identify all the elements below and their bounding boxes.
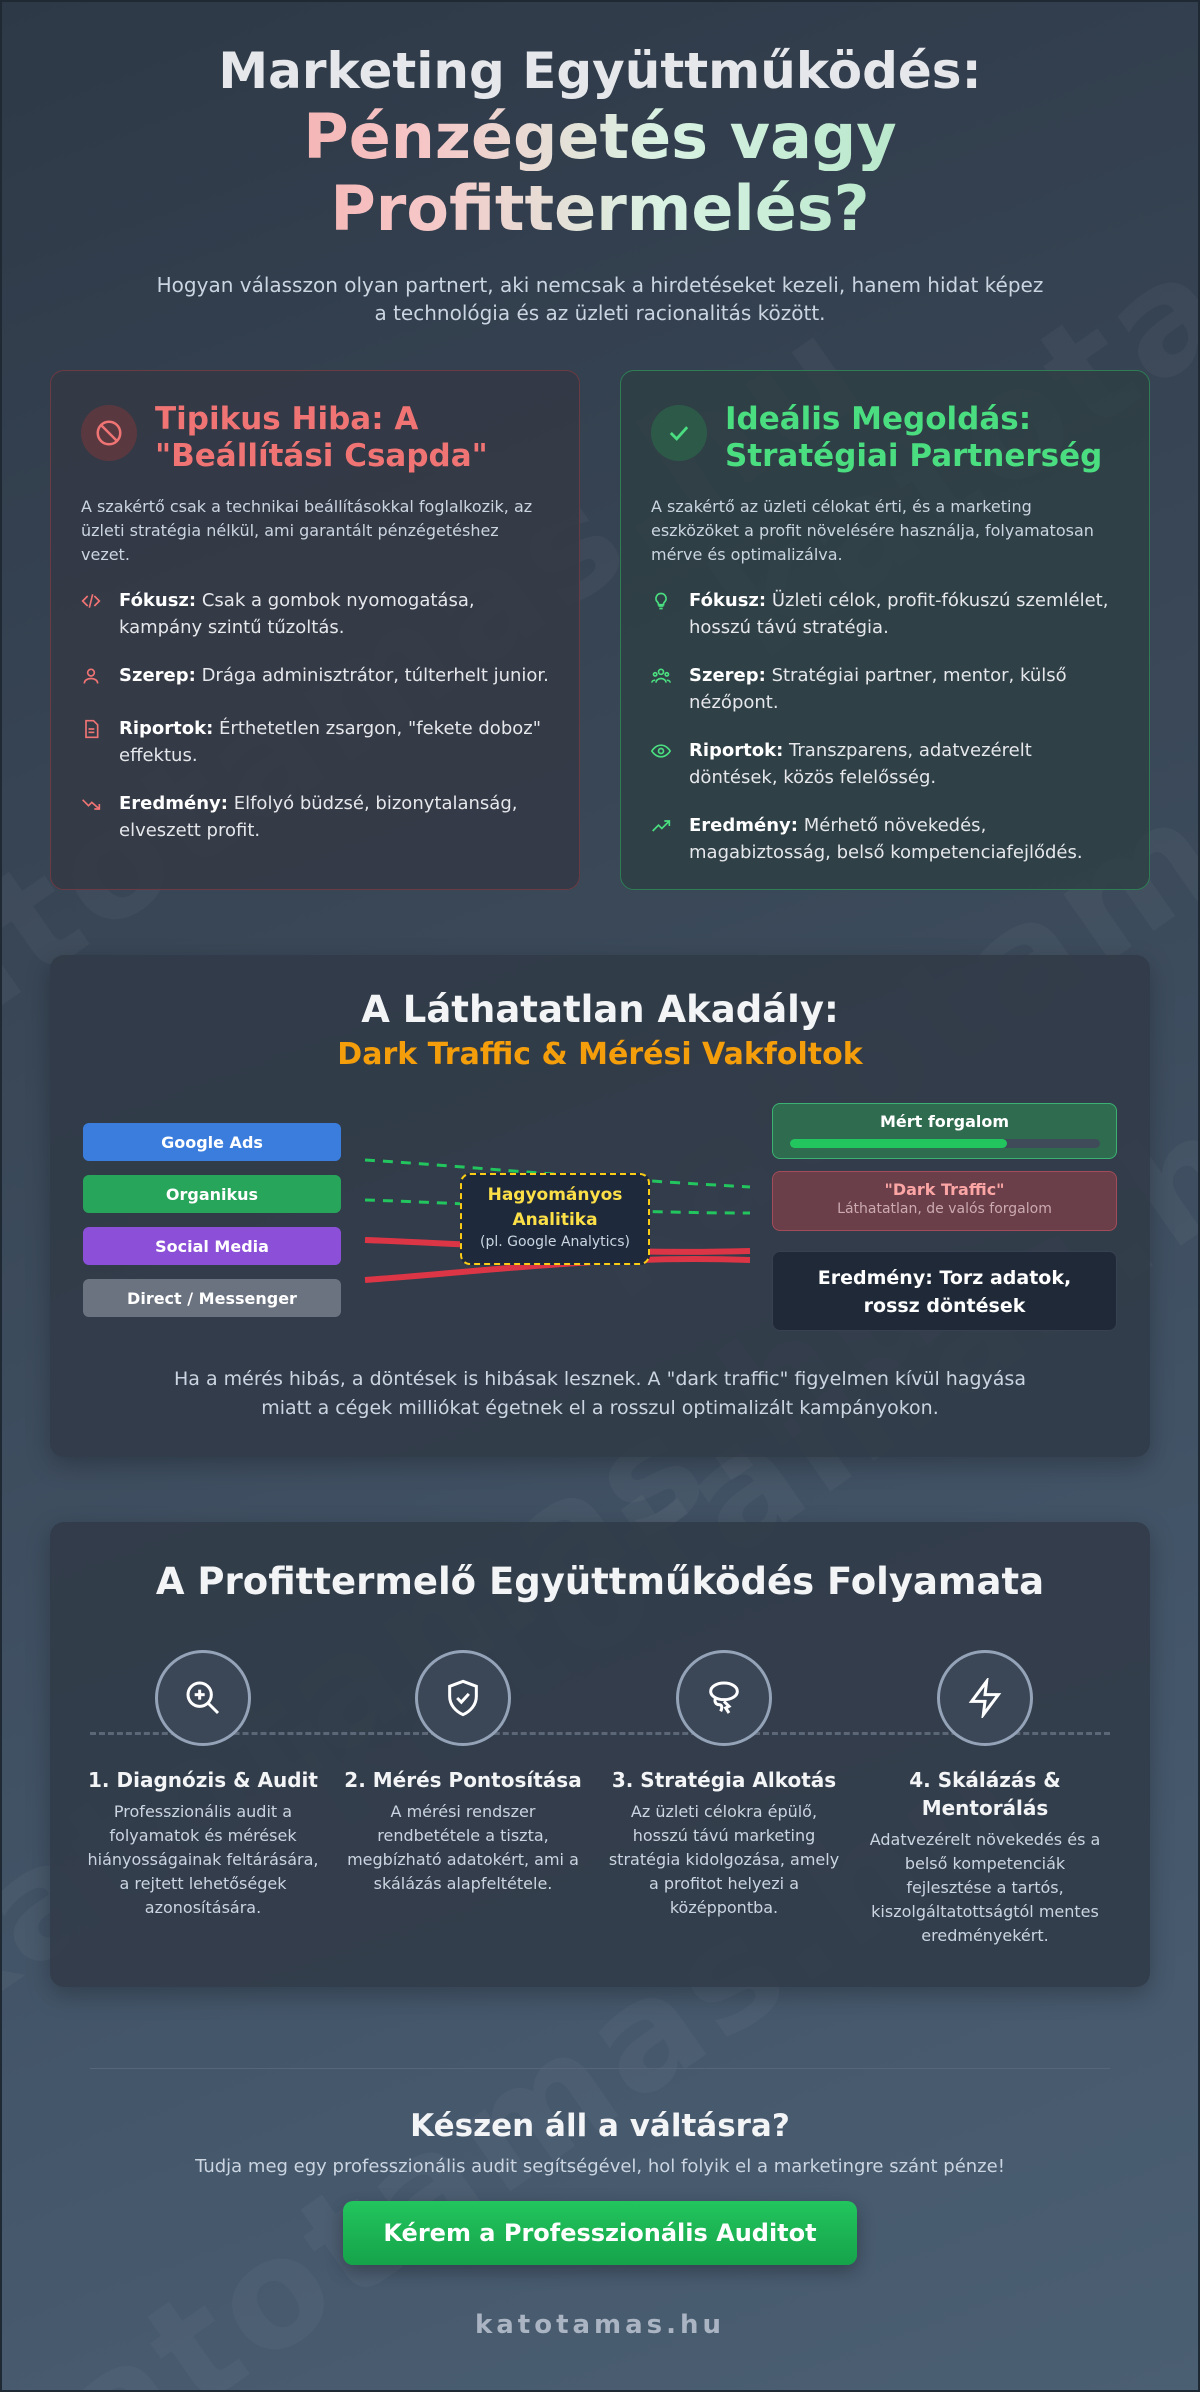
- lightbulb-icon: [651, 591, 671, 641]
- user-icon: [81, 666, 101, 694]
- list-item: Fókusz: Üzleti célok, profit-fókuszú szemlélet, hosszú távú stratégia.: [651, 587, 1119, 641]
- good-practice-card: [620, 370, 1150, 890]
- process-step: [599, 1650, 849, 1920]
- lasso-icon: [676, 1650, 772, 1746]
- zap-icon: [937, 1650, 1033, 1746]
- brand-footer: katotamas.hu: [474, 2310, 726, 2340]
- good-card-title: Ideális Megoldás: Stratégiai Partnerség: [725, 401, 1103, 474]
- cta-title: Készen áll a váltásra?: [410, 2108, 790, 2144]
- step-title: 1. Diagnózis & Audit: [88, 1768, 318, 1792]
- check-icon: [651, 405, 707, 461]
- step-title: 3. Stratégia Alkotás: [611, 1768, 837, 1792]
- list-item: Eredmény: Mérhető növekedés, magabiztosság, belső kompetenciafejlődés.: [651, 812, 1119, 866]
- step-title: 2. Mérés Pontosítása: [344, 1768, 582, 1792]
- cta-section: [0, 2108, 1200, 2265]
- source-social-media: Social Media: [83, 1227, 341, 1265]
- step-text: A mérési rendszer rendbetétele a tiszta, megbízható adatokért, ami a skálázás alapfeltétele.: [347, 1802, 579, 1893]
- document-icon: [81, 719, 101, 769]
- process-step: [338, 1650, 588, 1896]
- list-item: Szerep: Stratégiai partner, mentor, külső nézőpont.: [651, 662, 1119, 716]
- cta-text: Tudja meg egy professzionális audit segítségével, hol folyik el a marketingre szánt pénze!: [195, 2156, 1005, 2177]
- page-title: Marketing Együttműködés:: [218, 42, 982, 100]
- divider: [90, 2068, 1110, 2069]
- zoom-in-icon: [155, 1650, 251, 1746]
- shield-check-icon: [415, 1650, 511, 1746]
- result-text: Eredmény: Torz adatok, rossz döntések: [817, 1267, 1072, 1317]
- list-item: Eredmény: Elfolyó büdzsé, bizonytalanság, elveszett profit.: [81, 790, 549, 844]
- measured-traffic-fill: [790, 1139, 1007, 1148]
- dark-traffic-note: Láthatatlan, de valós forgalom: [837, 1201, 1052, 1217]
- page-subtitle-line-1: Pénzégetés vagy: [0, 103, 1200, 171]
- traditional-analytics-box: [460, 1173, 650, 1265]
- measured-traffic-label: Mért forgalom: [879, 1112, 1010, 1131]
- audit-request-button[interactable]: Kérem a Professzionális Auditot: [343, 2201, 857, 2265]
- team-icon: [651, 666, 671, 716]
- process-step: [78, 1650, 328, 1920]
- process-panel: [50, 1522, 1150, 1987]
- ban-icon: [81, 405, 137, 461]
- dark-traffic-subtitle: Dark Traffic & Mérési Vakfoltok: [337, 1037, 863, 1072]
- list-item: Riportok: Transzparens, adatvezérelt döntések, közös felelősség.: [651, 737, 1119, 791]
- dark-traffic-footnote: Ha a mérés hibás, a döntések is hibásak lesznek. A "dark traffic" figyelmen kívül hagyása miatt a cégek milliókat égetnek el a rosszul optimalizált kampányokon.: [174, 1368, 1026, 1419]
- step-text: Professzionális audit a folyamatok és mérések hiányosságainak feltárására, a rejtett lehetőségek azonosítására.: [87, 1802, 319, 1917]
- step-text: Az üzleti célokra épülő, hosszú távú marketing stratégia kidolgozása, amely a profitot helyezi a középpontba.: [608, 1802, 840, 1917]
- code-icon: [81, 591, 101, 641]
- step-text: Adatvezérelt növekedés és a belső kompetenciák fejlesztése a tartós, kiszolgáltatottságtól mentes eredményekért.: [869, 1830, 1101, 1945]
- source-google-ads: Google Ads: [83, 1123, 341, 1161]
- dark-traffic-label: "Dark Traffic": [884, 1180, 1005, 1199]
- list-item: Riportok: Érthetetlen zsargon, "fekete doboz" effektus.: [81, 715, 549, 769]
- step-title: 4. Skálázás & Mentorálás: [909, 1768, 1061, 1820]
- measured-traffic-box: [772, 1103, 1117, 1159]
- analytics-title: Hagyományos Analitika: [487, 1185, 623, 1230]
- dark-traffic-panel: [50, 955, 1150, 1457]
- trending-down-icon: [81, 794, 101, 844]
- dark-traffic-title: A Láthatatlan Akadály:: [361, 988, 839, 1031]
- hero-lead: Hogyan válasszon olyan partnert, aki nemcsak a hirdetéseket kezeli, hanem hidat képez a technológia és az üzleti racionalitás között.: [156, 273, 1044, 326]
- trending-up-icon: [651, 816, 671, 866]
- result-box: [772, 1251, 1117, 1331]
- process-step: [860, 1650, 1110, 1948]
- bad-card-title: Tipikus Hiba: A "Beállítási Csapda": [155, 401, 488, 474]
- source-direct-messenger: Direct / Messenger: [83, 1279, 341, 1317]
- bad-practice-card: [50, 370, 580, 890]
- dark-traffic-box: [772, 1171, 1117, 1231]
- list-item: Fókusz: Csak a gombok nyomogatása, kampány szintű tűzoltás.: [81, 587, 549, 641]
- list-item: Szerep: Drága adminisztrátor, túlterhelt junior.: [81, 662, 549, 694]
- source-organic: Organikus: [83, 1175, 341, 1213]
- analytics-note: (pl. Google Analytics): [480, 1234, 630, 1250]
- good-card-intro: A szakértő az üzleti célokat érti, és a marketing eszközöket a profit növelésére használja, folyamatosan mérve és optimalizálva.: [651, 497, 1094, 564]
- measured-traffic-bar: [790, 1139, 1100, 1148]
- bad-card-intro: A szakértő csak a technikai beállításokkal foglalkozik, az üzleti stratégia nélkül, ami garantált pénzégetéshez vezet.: [81, 497, 533, 564]
- process-title: A Profittermelő Együttműködés Folyamata: [155, 1560, 1045, 1603]
- eye-icon: [651, 741, 671, 791]
- page-subtitle-line-2: Profittermelés?: [0, 175, 1200, 243]
- hero: [0, 44, 1200, 327]
